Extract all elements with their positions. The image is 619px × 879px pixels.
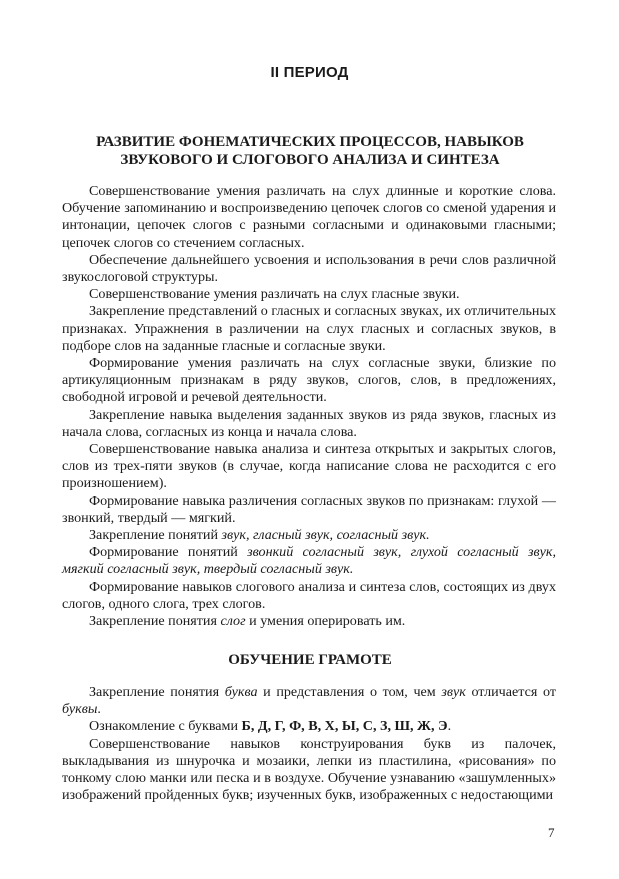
paragraph-text: отличается от	[465, 684, 557, 700]
paragraph: Обеспечение дальнейшего усвоения и использования в речи слов различной звукослоговой структуры.	[62, 251, 556, 286]
paragraph-text: Закрепление понятия	[89, 684, 225, 700]
paragraph	[62, 544, 556, 578]
paragraph: Формирование навыков слогового анализа и синтеза слов, состоящих из двух слогов, одного слога, трех слогов.	[62, 578, 556, 612]
paragraph: Формирование умения различать на слух согласные звуки, близкие по артикуляционным признакам в ряду звуков, слогов, слов, в предложениях, свободной игровой и речевой деятельности.	[62, 355, 556, 406]
paragraph-text: Закрепление понятия	[89, 613, 221, 630]
paragraph-text: .	[97, 701, 101, 718]
paragraph: Совершенствование навыка анализа и синтеза открытых и закрытых слогов, слов из трех-пяти звуков (в случае, когда написание слова не расходится с его произношением).	[62, 441, 556, 492]
paragraph-text: Закрепление понятий	[89, 527, 222, 544]
italic-term: буква	[224, 684, 258, 700]
section-title-line-1: РАЗВИТИЕ ФОНЕМАТИЧЕСКИХ ПРОЦЕССОВ, НАВЫКОВ	[96, 134, 524, 150]
paragraph: Формирование навыка различения согласных звуков по признакам: глухой — звонкий, твердый — мягкий.	[62, 492, 556, 526]
section-title-phonemic	[60, 133, 560, 169]
paragraph: Закрепление навыка выделения заданных звуков из ряда звуков, гласных из начала слова, согласных из конца и начала слова.	[62, 406, 556, 440]
paragraph: Совершенствование умения различать на слух гласные звуки.	[89, 286, 460, 303]
section-literacy-body	[62, 684, 556, 804]
section-phonemic-body	[62, 183, 556, 630]
paragraph: Совершенствование навыков конструирования букв из палочек, выкладывания из шнурочка и мозаики, лепки из пластилина, «рисования» по тонкому слою манки или песка и в воздухе. Обучение узнаванию «зашумленных» изображений пройденных букв; изученных букв, изображенных с недостающими	[62, 735, 556, 804]
paragraph: Совершенствование умения различать на слух длинные и короткие слова. Обучение запоминанию и воспроизведению цепочек слогов со сменой ударения и интонации, цепочек слогов с разными согласными и одинаковыми гласными; цепочек слогов со стечением согласных.	[62, 183, 556, 251]
period-heading: II ПЕРИОД	[270, 64, 349, 81]
italic-term: слог	[220, 613, 246, 630]
paragraph-text: и умения оперировать им.	[245, 613, 406, 630]
section-title-line-2: ЗВУКОВОГО И СЛОГОВОГО АНАЛИЗА И СИНТЕЗА	[120, 152, 500, 168]
page-number: 7	[548, 825, 555, 840]
paragraph	[62, 718, 556, 735]
bold-letters: Б, Д, Г, Ф, В, Х, Ы, С, З, Ш, Ж, Э	[241, 718, 448, 735]
italic-term: буквы	[62, 701, 98, 718]
paragraph	[62, 527, 556, 544]
italic-term: звук, гласный звук, согласный звук.	[221, 527, 430, 544]
paragraph: Закрепление представлений о гласных и согласных звуках, их отличительных признаках. Упражнения в различении на слух гласных и согласных звуков, в подборе слов на заданные гласные и согласные звуки.	[62, 303, 556, 354]
paragraph-text: Формирование понятий	[89, 544, 248, 561]
italic-term: звонкий согласный звук, глухой согласный звук, мягкий согласный звук, твердый согласный звук.	[62, 544, 556, 578]
paragraph	[62, 613, 556, 630]
paragraph-text: .	[447, 718, 452, 735]
paragraph	[62, 684, 556, 718]
italic-term: звук	[441, 684, 466, 700]
paragraph-text: Ознакомление с буквами	[89, 718, 242, 735]
section-title-literacy: ОБУЧЕНИЕ ГРАМОТЕ	[228, 652, 392, 668]
paragraph-text: и представления о том, чем	[257, 684, 442, 700]
